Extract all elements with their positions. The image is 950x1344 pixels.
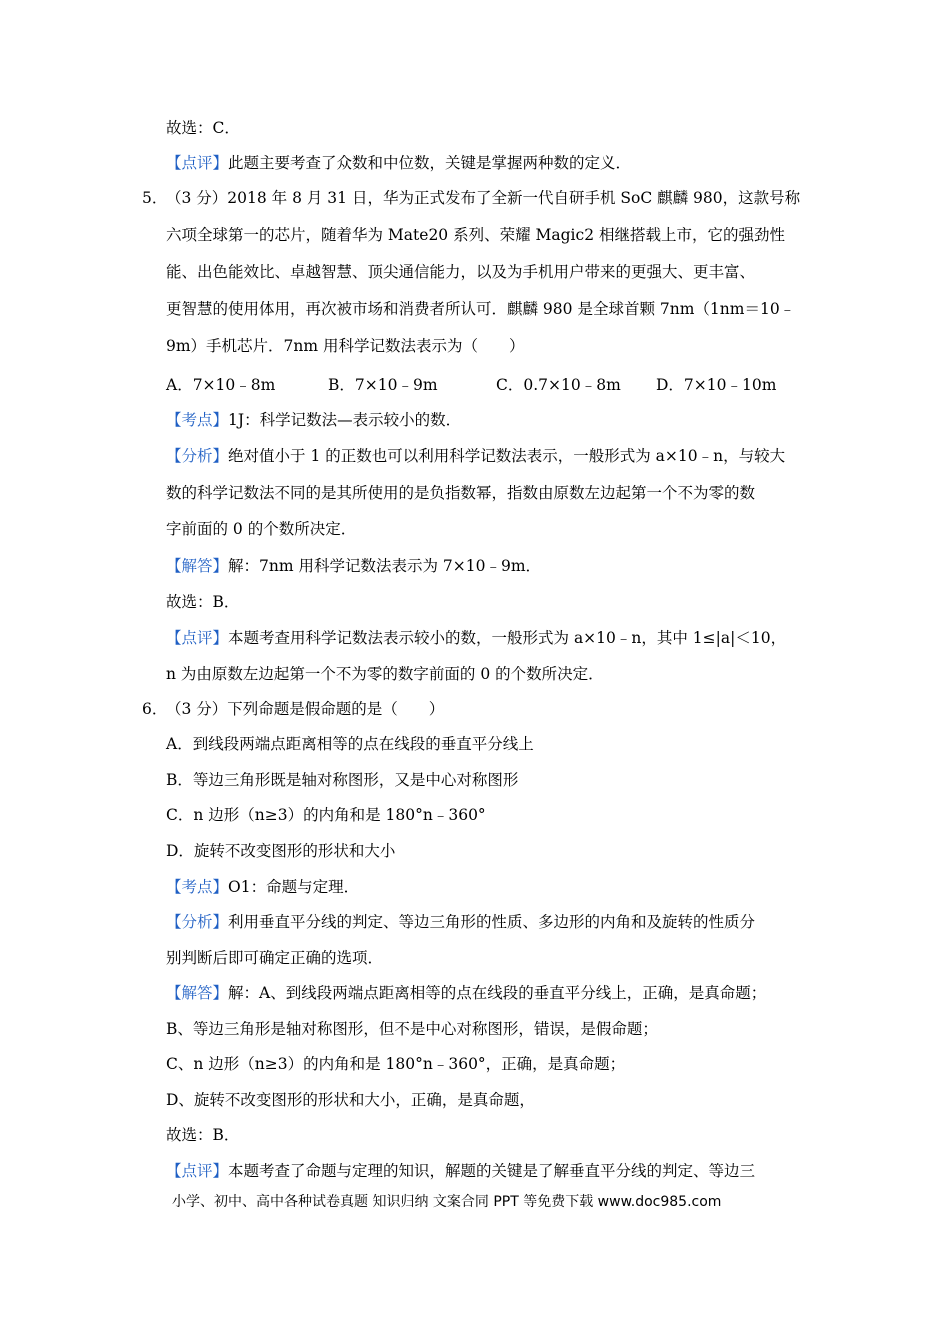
q5-line-5: 9m）手机芯片．7nm 用科学记数法表示为（ ） bbox=[166, 337, 525, 355]
jieda-text: 解：7nm 用科学记数法表示为 7×10﹣9m． bbox=[228, 557, 542, 575]
kaodian-text: O1：命题与定理． bbox=[228, 878, 360, 896]
jieda-tag: 【解答】 bbox=[166, 557, 229, 575]
q5-kaodian bbox=[166, 410, 461, 430]
q5-line-4: 更智慧的使用体用，再次被市场和消费者所认可．麒麟 980 是全球首颗 7nm（1nm＝10﹣ bbox=[166, 300, 796, 318]
dianping-tag: 【点评】 bbox=[166, 1162, 229, 1180]
fenxi-text: 绝对值小于 1 的正数也可以利用科学记数法表示，一般形式为 a×10﹣n，与较大 bbox=[228, 447, 786, 465]
q5-line-1 bbox=[142, 188, 800, 208]
q6-stem bbox=[142, 699, 444, 719]
option-a: A．7×10﹣8m bbox=[166, 376, 276, 394]
kaodian-text: 1J：科学记数法—表示较小的数． bbox=[228, 411, 462, 429]
q5-options bbox=[166, 375, 776, 395]
q6-jieda-1 bbox=[166, 983, 766, 1003]
option-d: D．7×10﹣10m bbox=[656, 376, 777, 394]
page-footer: 小学、初中、高中各种试卷真题 知识归纳 文案合同 PPT 等免费下载 www.doc985.com bbox=[172, 1194, 722, 1210]
q6-kaodian bbox=[166, 877, 359, 897]
q6-jieda-4: D、旋转不改变图形的形状和大小，正确，是真命题， bbox=[166, 1091, 535, 1109]
q6-option-b: B．等边三角形既是轴对称图形，又是中心对称图形 bbox=[166, 771, 519, 789]
q5-choice: 故选：B． bbox=[166, 593, 240, 611]
q5-stem: （3 分）2018 年 8 月 31 日，华为正式发布了全新一代自研手机 SoC 麒麟 980，这款号称 bbox=[166, 189, 801, 207]
fenxi-tag: 【分析】 bbox=[166, 447, 229, 465]
question-number: 6． bbox=[142, 700, 168, 718]
dianping-text: 本题考查用科学记数法表示较小的数，一般形式为 a×10﹣n，其中 1≤|a|＜10， bbox=[228, 629, 787, 647]
q5-fenxi-1 bbox=[166, 446, 785, 466]
jieda-text: 解：A、到线段两端点距离相等的点在线段的垂直平分线上，正确，是真命题； bbox=[228, 984, 767, 1002]
option-c: C．0.7×10﹣8m bbox=[496, 376, 621, 394]
option-b: B．7×10﹣9m bbox=[328, 376, 438, 394]
q5-jieda bbox=[166, 556, 541, 576]
q5-fenxi-2: 数的科学记数法不同的是其所使用的是负指数幂，指数由原数左边起第一个不为零的数 bbox=[166, 484, 756, 502]
q5-dianping-2: n 为由原数左边起第一个不为零的数字前面的 0 的个数所决定． bbox=[166, 665, 604, 683]
dianping-tag: 【点评】 bbox=[166, 629, 229, 647]
dianping-text: 本题考查了命题与定理的知识，解题的关键是了解垂直平分线的判定、等边三 bbox=[228, 1162, 756, 1180]
fenxi-tag: 【分析】 bbox=[166, 913, 229, 931]
q6-dianping-1 bbox=[166, 1161, 755, 1181]
q5-line-3: 能、出色能效比、卓越智慧、顶尖通信能力，以及为手机用户带来的更强大、更丰富、 bbox=[166, 263, 756, 281]
comment-tag: 【点评】 bbox=[166, 154, 229, 172]
question-number: 5． bbox=[142, 189, 168, 207]
q6-stem-text: （3 分）下列命题是假命题的是（ ） bbox=[166, 700, 445, 718]
q6-option-d: D．旋转不改变图形的形状和大小 bbox=[166, 842, 396, 860]
kaodian-tag: 【考点】 bbox=[166, 878, 229, 896]
q5-line-2: 六项全球第一的芯片，随着华为 Mate20 系列、荣耀 Magic2 相继搭载上市，它的强劲性 bbox=[166, 226, 785, 244]
q6-option-c: C．n 边形（n≥3）的内角和是 180°n﹣360° bbox=[166, 806, 486, 824]
q5-dianping-1 bbox=[166, 628, 786, 648]
q6-option-a: A．到线段两端点距离相等的点在线段的垂直平分线上 bbox=[166, 735, 534, 753]
comment-text: 此题主要考查了众数和中位数，关键是掌握两种数的定义． bbox=[228, 154, 632, 172]
fenxi-text: 利用垂直平分线的判定、等边三角形的性质、多边形的内角和及旋转的性质分 bbox=[228, 913, 756, 931]
q6-fenxi-2: 别判断后即可确定正确的选项． bbox=[166, 949, 384, 967]
prev-comment bbox=[166, 153, 631, 173]
q6-jieda-3: C、n 边形（n≥3）的内角和是 180°n﹣360°，正确，是真命题； bbox=[166, 1055, 626, 1073]
jieda-tag: 【解答】 bbox=[166, 984, 229, 1002]
q5-fenxi-3: 字前面的 0 的个数所决定． bbox=[166, 520, 357, 538]
kaodian-tag: 【考点】 bbox=[166, 411, 229, 429]
q6-jieda-2: B、等边三角形是轴对称图形，但不是中心对称图形，错误，是假命题； bbox=[166, 1020, 658, 1038]
q6-fenxi-1 bbox=[166, 912, 755, 932]
q6-choice: 故选：B． bbox=[166, 1126, 240, 1144]
prev-choice: 故选：C． bbox=[166, 119, 240, 137]
